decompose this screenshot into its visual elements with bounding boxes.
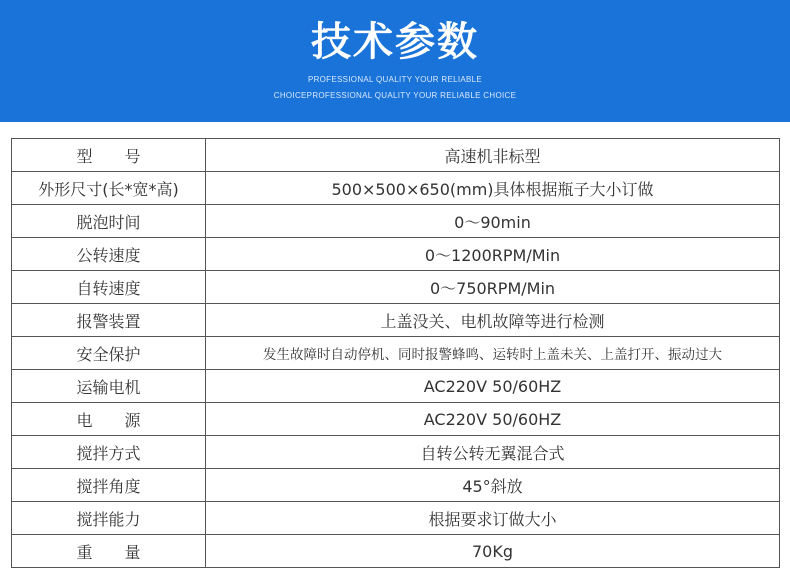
spec-label: 搅拌方式 bbox=[12, 436, 206, 469]
table-row bbox=[12, 469, 780, 502]
spec-value: 45°斜放 bbox=[206, 469, 780, 502]
spec-value: 上盖没关、电机故障等进行检测 bbox=[206, 304, 780, 337]
spec-value: 500×500×650(mm)具体根据瓶子大小订做 bbox=[206, 172, 780, 205]
spec-value: 0～90min bbox=[206, 205, 780, 238]
spec-label: 报警装置 bbox=[12, 304, 206, 337]
table-row bbox=[12, 436, 780, 469]
spec-value: 0～1200RPM/Min bbox=[206, 238, 780, 271]
spec-value: 自转公转无翼混合式 bbox=[206, 436, 780, 469]
spec-label: 公转速度 bbox=[12, 238, 206, 271]
spec-label: 安全保护 bbox=[12, 337, 206, 370]
spec-value: 70Kg bbox=[206, 535, 780, 568]
table-row bbox=[12, 370, 780, 403]
spec-label: 电 源 bbox=[12, 403, 206, 436]
banner-subtitle-line1: PROFESSIONAL QUALITY YOUR RELIABLE bbox=[307, 75, 483, 84]
table-row bbox=[12, 403, 780, 436]
spec-value: 高速机非标型 bbox=[206, 139, 780, 172]
table-row bbox=[12, 238, 780, 271]
table-row bbox=[12, 172, 780, 205]
spec-label: 自转速度 bbox=[12, 271, 206, 304]
table-row bbox=[12, 271, 780, 304]
table-row bbox=[12, 205, 780, 238]
spec-label: 型 号 bbox=[12, 139, 206, 172]
spec-label: 运输电机 bbox=[12, 370, 206, 403]
spec-value: AC220V 50/60HZ bbox=[206, 370, 780, 403]
table-row bbox=[12, 337, 780, 370]
spec-value: 根据要求订做大小 bbox=[206, 502, 780, 535]
header-banner bbox=[0, 0, 790, 122]
table-row bbox=[12, 535, 780, 568]
spec-label: 外形尺寸(长*宽*高) bbox=[12, 172, 206, 205]
spec-label: 搅拌角度 bbox=[12, 469, 206, 502]
page-title: 技术参数 bbox=[311, 19, 479, 65]
spec-value: 发生故障时自动停机、同时报警蜂鸣、运转时上盖未关、上盖打开、振动过大 bbox=[206, 337, 780, 370]
banner-subtitle-line2: CHOICEPROFESSIONAL QUALITY YOUR RELIABLE CHOICE bbox=[273, 91, 517, 100]
spec-label: 搅拌能力 bbox=[12, 502, 206, 535]
spec-label: 脱泡时间 bbox=[12, 205, 206, 238]
table-row bbox=[12, 139, 780, 172]
table-row bbox=[12, 502, 780, 535]
spec-value: 0～750RPM/Min bbox=[206, 271, 780, 304]
spec-table bbox=[11, 138, 780, 568]
spec-value: AC220V 50/60HZ bbox=[206, 403, 780, 436]
table-row bbox=[12, 304, 780, 337]
spec-label: 重 量 bbox=[12, 535, 206, 568]
